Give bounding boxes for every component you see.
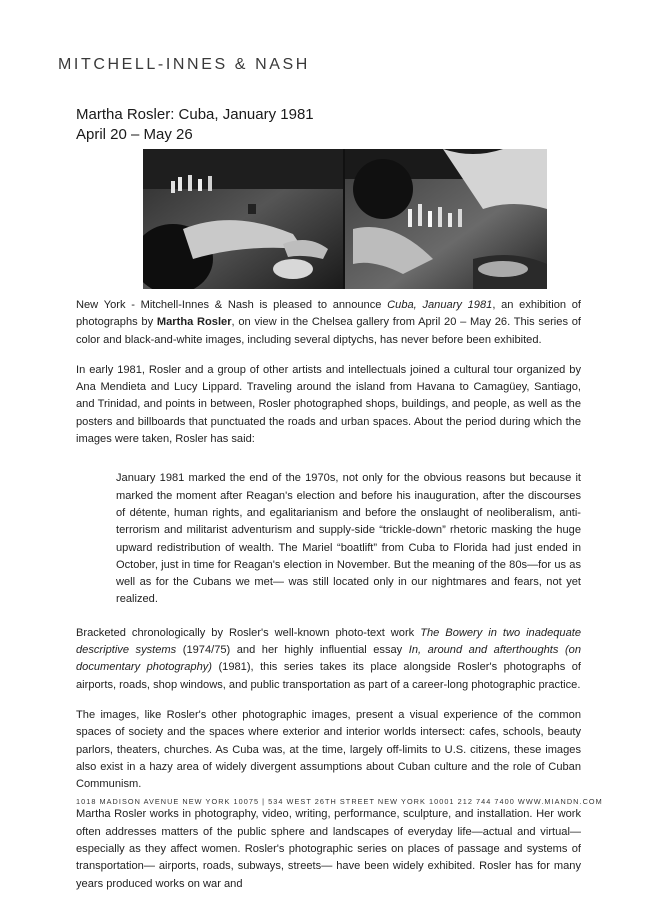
exhibition-photo-diptych xyxy=(143,149,547,289)
title-line-artist: Martha Rosler: Cuba, January 1981 xyxy=(76,106,314,123)
intro-text-1: New York - Mitchell-Innes & Nash is pleased to announce xyxy=(76,299,388,311)
essay-title: In, around and afterthoughts (on documentary photography) xyxy=(76,644,581,674)
press-release-body xyxy=(76,297,581,906)
artist-quote xyxy=(116,470,581,608)
gallery-address-footer: 1018 MADISON AVENUE NEW YORK 10075 | 534 WEST 26TH STREET NEW YORK 10001 212 744 7400 WWW.MIANDN.COM xyxy=(76,797,603,806)
artist-quote-text: January 1981 marked the end of the 1970s, not only for the obvious reasons but because it marked the moment after Reagan's election and before his inauguration, after the discourses of détente, human rights, and egalitarianism and before the onslaught of neoliberalism, anti-terrorism and militarist adventurism and supply-side “trickle-down” rhetoric masking the huge upward redistribution of wealth. The Mariel “boatlift” from Cuba to Florida had just ended in October, just in time for Reagan's election in November. But the meaning of the 80s—for us as well as for the Cubans we met— was still located only in our nightmares and fears, not yet realized. xyxy=(116,472,581,606)
artist-name: Martha Rosler xyxy=(156,316,232,329)
works-text-2: (1974/75) and her highly influential essay xyxy=(176,644,409,657)
exhibition-title xyxy=(76,105,314,145)
works-text-1: Bracketed chronologically by Rosler's well-known photo-text work xyxy=(76,626,421,639)
intro-paragraph xyxy=(76,297,581,349)
right-photo xyxy=(345,149,547,289)
intro-text-3: , on view in the Chelsea gallery from April 20 – May 26. This series of color and black-and-white images, including several diptychs, has never before been exhibited. xyxy=(76,316,581,346)
works-paragraph xyxy=(76,625,581,694)
title-line-dates: April 20 – May 26 xyxy=(76,126,193,143)
works-text-3: (1981), this series takes its place alongside Rosler's photographs of airports, roads, shop windows, and public transportation as part of a career-long photographic practice. xyxy=(76,661,581,691)
images-paragraph: The images, like Rosler's other photographic images, present a visual experience of the common spaces of society and the spaces where exterior and interior worlds intersect: cafes, schools, beauty parlors, theaters, churches. As Cuba was, at the time, largely off-limits to U.S. citizens, these images also exist in a hazy area of widely divergent assumptions about Cuban culture and the role of Cuban Communism. xyxy=(76,708,581,791)
left-photo xyxy=(143,149,343,289)
bio-paragraph: Martha Rosler works in photography, video, writing, performance, sculpture, and installation. Her work often addresses matters of the public sphere and landscapes of everyday life—actual and virtual—especially as they affect women. Rosler's photographic series on places of passage and systems of transportation— airports, roads, subways, streets— have been widely exhibited. Rosler has for many years produced works on war and xyxy=(76,808,581,890)
intro-text-2: , an exhibition of photographs by xyxy=(76,299,581,329)
context-paragraph: In early 1981, Rosler and a group of other artists and intellectuals joined a cultural tour organized by Ana Mendieta and Lucy Lippard. Traveling around the island from Havana to Camagüey, Santiago, and Trinidad, and points in between, Rosler photographed shops, buildings, and people, as well as the posters and billboards that punctuated the roads and urban spaces. About the period during which the images were taken, Rosler has said: xyxy=(76,363,581,446)
work-title-bowery: The Bowery in two inadequate descriptive systems xyxy=(76,626,581,657)
exhibition-name: Cuba, January 1981 xyxy=(387,299,493,311)
gallery-logo: MITCHELL-INNES & NASH xyxy=(58,56,310,73)
photo-diptych-image xyxy=(143,149,547,289)
